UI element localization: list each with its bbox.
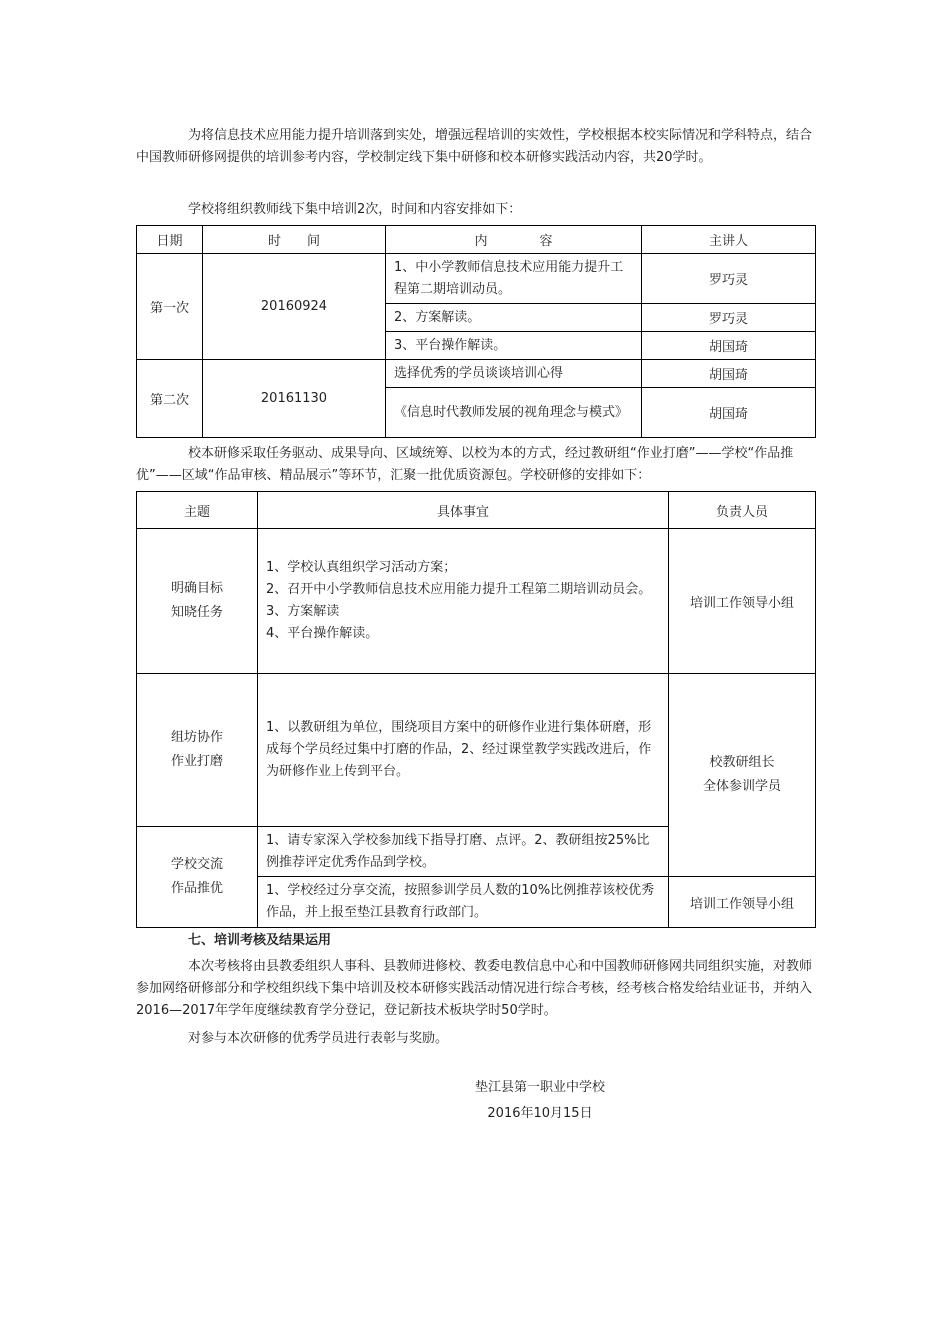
table1-row2-item2-content: 《信息时代教师发展的视角理念与模式》	[386, 388, 642, 438]
signature-org: 垫江县第一职业中学校	[474, 1080, 605, 1095]
table1-row2-item1-content: 选择优秀的学员谈谈培训心得	[386, 360, 642, 388]
school-research-table	[136, 491, 816, 928]
section7-paragraph-1: 本次考核将由县教委组织人事科、县教师进修校、教委电教信息中心和中国教师研修网共同组织实施，对教师参加网络研修部分和学校组织线下集中培训及校本研修实践活动情况进行综合考核，经考核合格发给结业证书，并纳入2016—2017年学年度继续教育学分登记，登记新技术板块学时50学时。	[136, 959, 813, 1018]
table2-row3-detail-b: 1、学校经过分享交流，按照参训学员人数的10%比例推荐该校优秀作品，并上报至垫江县教育行政部门。	[258, 877, 669, 928]
table2-row2-theme	[137, 674, 258, 827]
table1-header-content: 内 容	[386, 226, 642, 254]
intro-paragraph-1: 为将信息技术应用能力提升培训落到实处，增强远程培训的实效性，学校根据本校实际情况和学科特点，结合中国教师研修网提供的培训参考内容，学校制定线下集中研修和校本研修实践活动内容，共20学时。	[136, 128, 813, 165]
table1-row2-item2-speaker: 胡国琦	[642, 388, 816, 438]
table1-row1-item3-speaker: 胡国琦	[642, 332, 816, 360]
table1-row1-item2-speaker: 罗巧灵	[642, 304, 816, 332]
table2-row3-owner: 培训工作领导小组	[669, 877, 816, 928]
school-research-paragraph: 校本研修采取任务驱动、成果导向、区域统筹、以校为本的方式，经过教研组“作业打磨”——学校“作品推优”——区域“作品审核、精品展示”等环节，汇聚一批优质资源包。学校研修的安排如下：	[136, 446, 794, 483]
table1-row2-label: 第二次	[137, 360, 203, 438]
table2-row1-theme-line2: 知晓任务	[170, 605, 223, 620]
table2-row1-detail	[258, 529, 669, 674]
table2-header-owner: 负责人员	[669, 492, 816, 529]
table1-header-time: 时 间	[203, 226, 386, 254]
table2-row2-owner-line2: 全体参训学员	[702, 779, 781, 794]
table2-row3-theme-line2: 作品推优	[170, 881, 223, 896]
offline-training-table	[136, 225, 816, 438]
table1-row2-date: 20161130	[203, 360, 386, 438]
table2-row1-detail-line4: 4、平台操作解读。	[266, 626, 379, 641]
table1-row1-item1-speaker: 罗巧灵	[642, 254, 816, 304]
table2-row2-owner-line1: 校教研组长	[709, 755, 775, 770]
table2-row2-owner	[669, 674, 816, 877]
intro-paragraph-2: 学校将组织教师线下集中培训2次，时间和内容安排如下：	[188, 202, 522, 217]
table2-header-theme: 主题	[137, 492, 258, 529]
section7-paragraph-2: 对参与本次研修的优秀学员进行表彰与奖励。	[188, 1031, 449, 1046]
table2-row1-detail-line2: 2、召开中小学教师信息技术应用能力提升工程第二期培训动员会。	[266, 582, 652, 597]
table1-row1-item3-content: 3、平台操作解读。	[386, 332, 642, 360]
table2-row1-theme-line1: 明确目标	[170, 581, 223, 596]
table2-row3-theme-line1: 学校交流	[170, 857, 223, 872]
table1-row1-item1-content: 1、中小学教师信息技术应用能力提升工程第二期培训动员。	[386, 254, 642, 304]
table2-header-detail: 具体事宜	[258, 492, 669, 529]
table2-row1-detail-line3: 3、方案解读	[266, 604, 340, 619]
section7-heading: 七、培训考核及结果运用	[188, 933, 332, 948]
table1-row1-date: 20160924	[203, 254, 386, 360]
table2-row2-theme-line2: 作业打磨	[170, 754, 223, 769]
table1-header-speaker: 主讲人	[642, 226, 816, 254]
table1-row2-item1-speaker: 胡国琦	[642, 360, 816, 388]
table2-row1-owner: 培训工作领导小组	[669, 529, 816, 674]
signature-date: 2016年10月15日	[487, 1106, 593, 1121]
table1-row1-label: 第一次	[137, 254, 203, 360]
table2-row1-theme	[137, 529, 258, 674]
table2-row2-theme-line1: 组坊协作	[170, 730, 223, 745]
table2-row1-detail-line1: 1、学校认真组织学习活动方案；	[266, 560, 457, 575]
table2-row3-detail-a: 1、请专家深入学校参加线下指导打磨、点评。2、教研组按25%比例推荐评定优秀作品到学校。	[258, 827, 669, 877]
table2-row3-theme	[137, 827, 258, 928]
table2-row2-detail: 1、以教研组为单位，围绕项目方案中的研修作业进行集体研磨，形成每个学员经过集中打磨的作品，2、经过课堂教学实践改进后，作为研修作业上传到平台。	[258, 674, 669, 827]
table1-row1-item2-content: 2、方案解读。	[386, 304, 642, 332]
table1-header-date: 日期	[137, 226, 203, 254]
